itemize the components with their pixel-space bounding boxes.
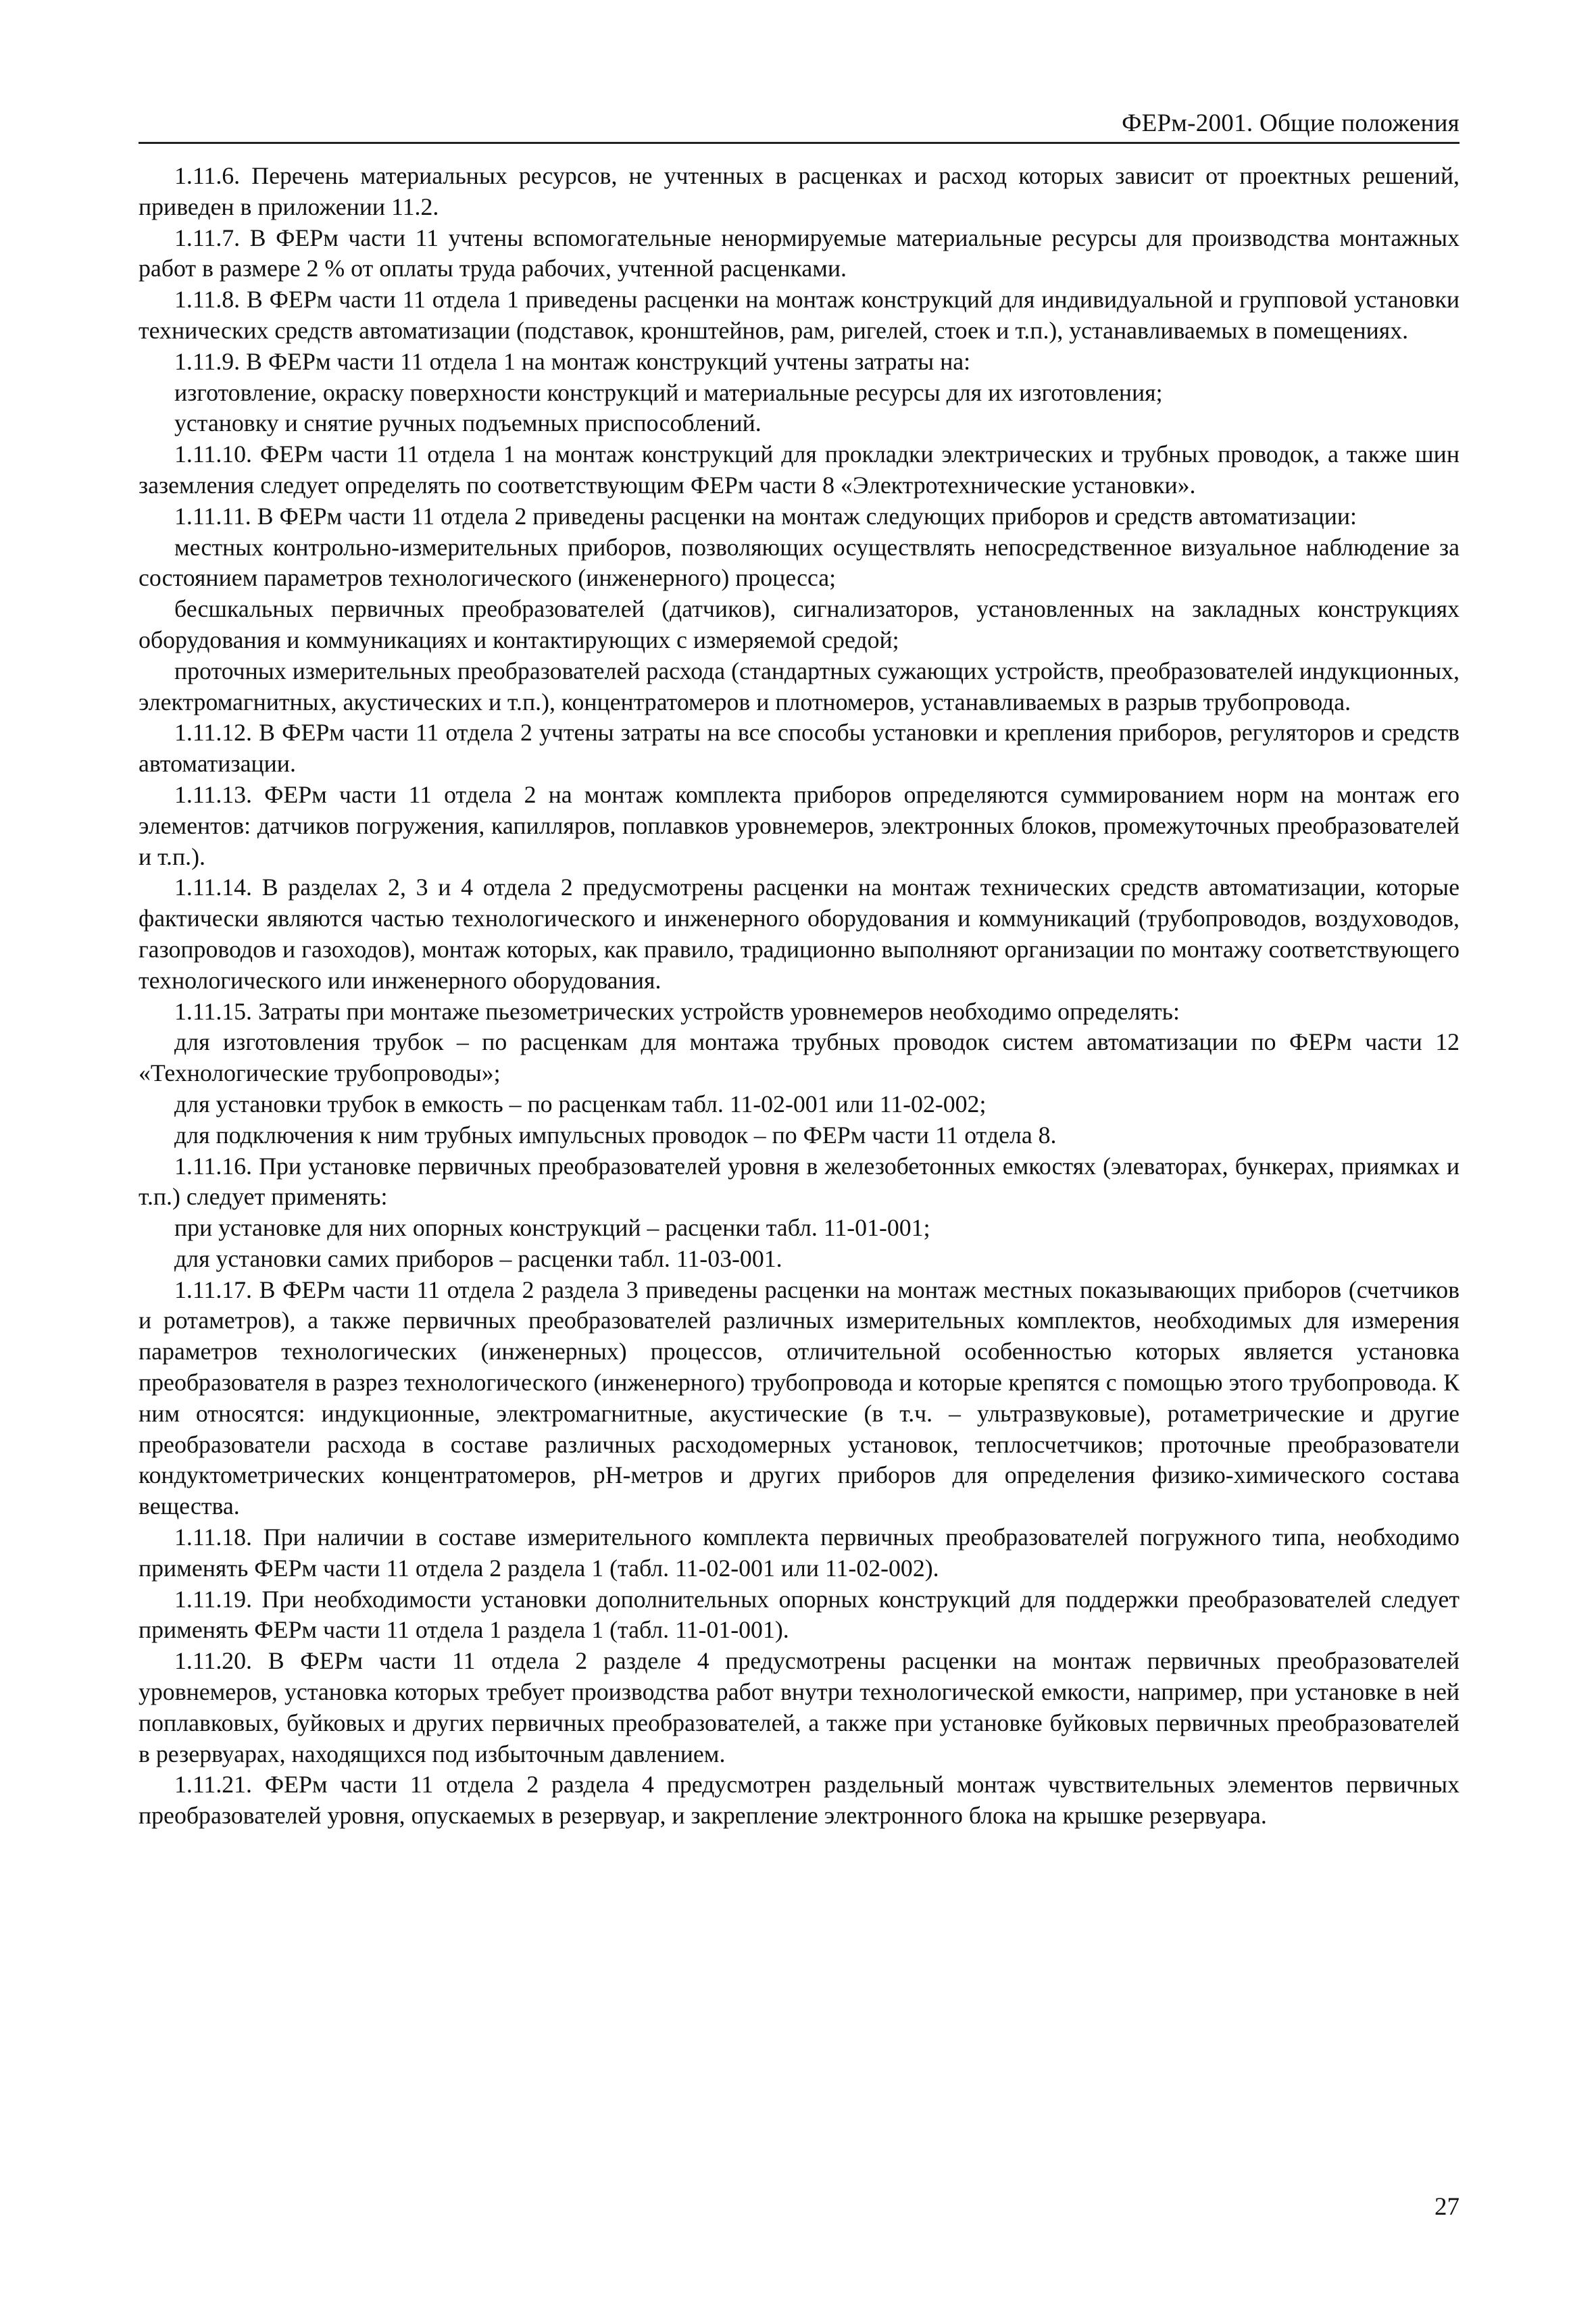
list-item: для установки трубок в емкость – по расценкам табл. 11-02-001 или 11-02-002; (174, 1090, 987, 1117)
paragraph: 1.11.15. Затраты при монтаже пьезометрических устройств уровнемеров необходимо определять: (174, 997, 1180, 1025)
paragraph: 1.11.11. В ФЕРм части 11 отдела 2 приведены расценки на монтаж следующих приборов и средств автоматизации: (174, 502, 1357, 530)
paragraph: 1.11.20. В ФЕРм части 11 отдела 2 разделе 4 предусмотрены расценки на монтаж первичных преобразователей уровнемеров, установка которых требует производства работ внутри технологической емкости, например, при установке в ней поплавковых, буйковых и других первичных преобразователей, а также при установке буйковых первичных преобразователей в резервуарах, находящихся под избыточным давлением. (139, 1647, 1460, 1767)
list-item: для установки самих приборов – расценки табл. 11-03-001. (174, 1244, 782, 1272)
paragraph: 1.11.7. В ФЕРм части 11 учтены вспомогательные ненормируемые материальные ресурсы для производства монтажных работ в размере 2 % от оплаты труда рабочих, учтенной расценками. (139, 224, 1460, 282)
paragraph: 1.11.13. ФЕРм части 11 отдела 2 на монтаж комплекта приборов определяются суммированием норм на монтаж его элементов: датчиков погружения, капилляров, поплавков уровнемеров, электронных блоков, промежуточных преобразователей и т.п.). (139, 780, 1460, 870)
paragraph: 1.11.19. При необходимости установки дополнительных опорных конструкций для поддержки преобразователей следует применять ФЕРм части 11 отдела 1 раздела 1 (табл. 11-01-001). (139, 1585, 1460, 1644)
list-item: изготовление, окраску поверхности конструкций и материальные ресурсы для их изготовления; (174, 378, 1163, 406)
list-item: для подключения к ним трубных импульсных проводок – по ФЕРм части 11 отдела 8. (174, 1121, 1057, 1149)
list-item: при установке для них опорных конструкций – расценки табл. 11-01-001; (174, 1214, 930, 1242)
paragraph: 1.11.9. В ФЕРм части 11 отдела 1 на монтаж конструкций учтены затраты на: (174, 347, 971, 375)
list-item: для изготовления трубок – по расценкам для монтажа трубных проводок систем автоматизации по ФЕРм части 12 «Технологические трубопроводы»; (139, 1028, 1460, 1087)
paragraph: 1.11.21. ФЕРм части 11 отдела 2 раздела 4 предусмотрен раздельный монтаж чувствительных элементов первичных преобразователей уровня, опускаемых в резервуар, и закрепление электронного блока на крышке резервуара. (139, 1771, 1460, 1830)
paragraph: 1.11.14. В разделах 2, 3 и 4 отдела 2 предусмотрены расценки на монтаж технических средств автоматизации, которые фактически являются частью технологического и инженерного оборудования и коммуникаций (трубопроводов, воздуховодов, газопроводов и газоходов), монтаж которых, как правило, традиционно выполняют организации по монтажу соответствующего технологического или инженерного оборудования. (139, 874, 1460, 994)
paragraph: 1.11.12. В ФЕРм части 11 отдела 2 учтены затраты на все способы установки и крепления приборов, регуляторов и средств автоматизации. (139, 719, 1460, 778)
body-text (139, 161, 1460, 1832)
paragraph: 1.11.16. При установке первичных преобразователей уровня в железобетонных емкостях (элеваторах, бункерах, приямках и т.п.) следует применять: (139, 1152, 1460, 1211)
paragraph: 1.11.18. При наличии в составе измерительного комплекта первичных преобразователей погружного типа, необходимо применять ФЕРм части 11 отдела 2 раздела 1 (табл. 11-02-001 или 11-02-002). (139, 1524, 1460, 1582)
paragraph: 1.11.8. В ФЕРм части 11 отдела 1 приведены расценки на монтаж конструкций для индивидуальной и групповой установки технических средств автоматизации (подставок, кронштейнов, рам, ригелей, стоек и т.п.), устанавливаемых в помещениях. (139, 286, 1460, 344)
running-header-title: ФЕРм-2001. Общие положения (1122, 109, 1460, 137)
list-item: бесшкальных первичных преобразователей (датчиков), сигнализаторов, установленных на закладных конструкциях оборудования и коммуникациях и контактирующих с измеряемой средой; (139, 595, 1460, 653)
list-item: проточных измерительных преобразователей расхода (стандартных сужающих устройств, преобразователей индукционных, электромагнитных, акустических и т.п.), концентратомеров и плотномеров, устанавливаемых в разрыв трубопровода. (139, 657, 1460, 715)
paragraph: 1.11.6. Перечень материальных ресурсов, не учтенных в расценках и расход которых зависит от проектных решений, приведен в приложении 11.2. (139, 162, 1460, 220)
list-item: местных контрольно-измерительных приборов, позволяющих осуществлять непосредственное визуальное наблюдение за состоянием параметров технологического (инженерного) процесса; (139, 533, 1460, 592)
page-number: 27 (1435, 2193, 1460, 2221)
list-item: установку и снятие ручных подъемных приспособлений. (174, 409, 762, 437)
paragraph: 1.11.10. ФЕРм части 11 отдела 1 на монтаж конструкций для прокладки электрических и трубных проводок, а также шин заземления следует определять по соответствующим ФЕРм части 8 «Электротехнические установки». (139, 441, 1460, 499)
paragraph: 1.11.17. В ФЕРм части 11 отдела 2 раздела 3 приведены расценки на монтаж местных показывающих приборов (счетчиков и ротаметров), а также первичных преобразователей различных измерительных комплектов, необходимых для измерения параметров технологических (инженерных) процессов, отличительной особенностью которых является установка преобразователя в разрез технологического (инженерного) трубопровода и которые крепятся с помощью этого трубопровода. К ним относятся: индукционные, электромагнитные, акустические (в т.ч. – ультразвуковые), ротаметрические и другие преобразователи расхода в составе различных расходомерных установок, теплосчетчиков; проточные преобразователи кондуктометрических концентратомеров, рН-метров и других приборов для определения физико-химического состава вещества. (139, 1276, 1460, 1520)
running-header (139, 101, 1460, 144)
